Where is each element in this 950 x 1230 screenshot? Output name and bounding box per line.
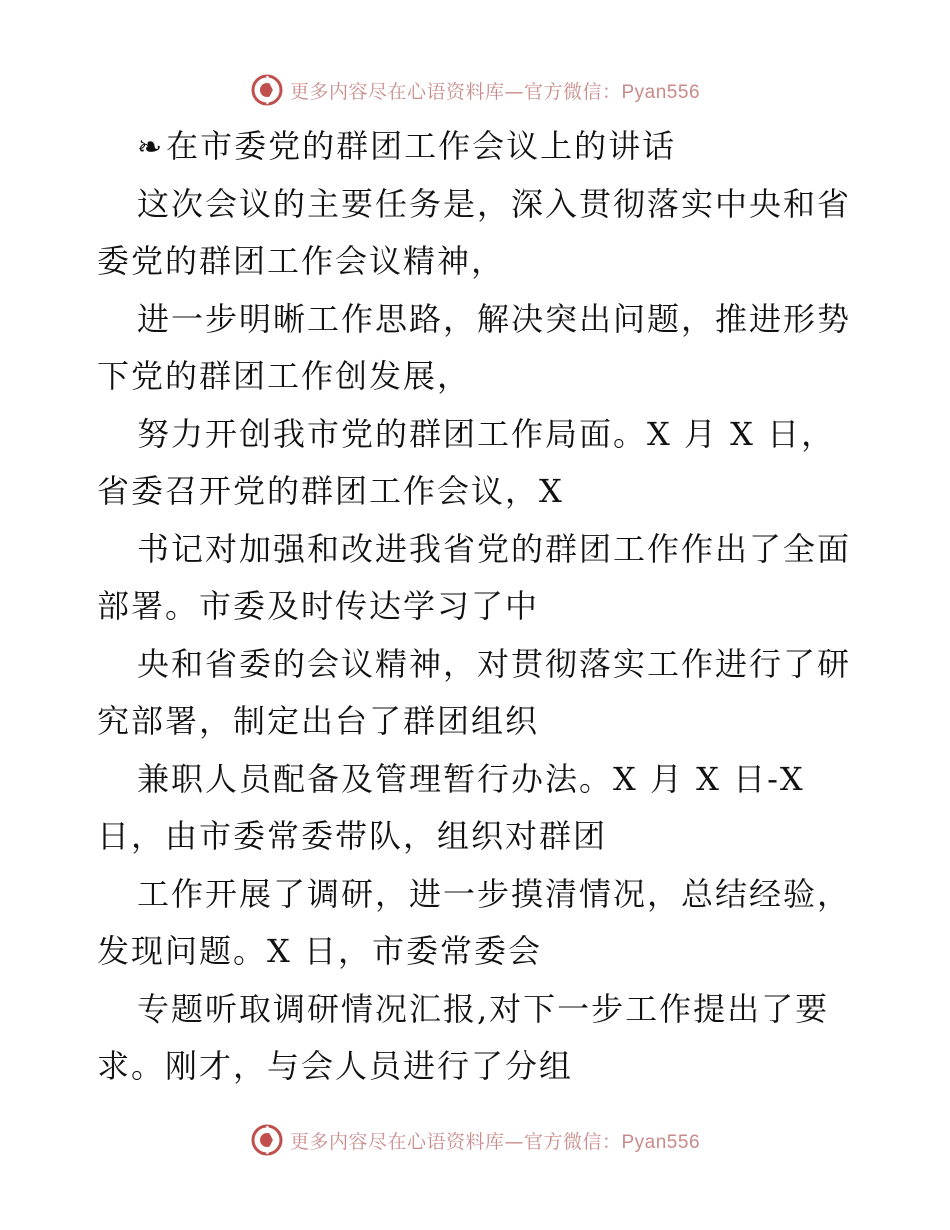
paragraph-line: 下党的群团工作创发展， (97, 357, 472, 395)
paragraph-line: 求。刚才，与会人员进行了分组 (97, 1047, 574, 1085)
watermark-text: 更多内容尽在心语资料库—官方微信：Pyan556 (289, 1130, 701, 1153)
paragraph-line: 发现问题。X 日，市委常委会 (97, 932, 542, 970)
paragraph-line: 工作开展了调研，进一步摸清情况，总结经验， (137, 874, 852, 913)
paragraph-line: 委党的群团工作会议精神， (97, 242, 506, 280)
watermark-text: 更多内容尽在心语资料库—官方微信：Pyan556 (289, 80, 701, 103)
paragraph-line: 兼职人员配备及管理暂行办法。X 月 X 日-X (137, 759, 805, 798)
paragraph-line: 努力开创我市党的群团工作局面。X 月 X 日， (137, 414, 836, 453)
ornament-icon: ❧ (137, 130, 165, 165)
watermark-logo-icon (250, 73, 284, 107)
paragraph-line: 省委召开党的群团工作会议，X (97, 472, 564, 510)
document-body (97, 118, 857, 1096)
paragraph-line: 专题听取调研情况汇报,对下一步工作提出了要 (137, 989, 830, 1028)
paragraph-line: 这次会议的主要任务是，深入贯彻落实中央和省 (137, 184, 852, 223)
paragraph-line: 究部署，制定出台了群团组织 (97, 702, 540, 740)
paragraph-line: 书记对加强和改进我省党的群团工作作出了全面 (137, 529, 852, 568)
footer-watermark (0, 1120, 950, 1160)
header-watermark (0, 70, 950, 110)
paragraph-line: 部署。市委及时传达学习了中 (97, 587, 540, 625)
paragraph-line: 日，由市委常委带队，组织对群团 (97, 817, 608, 855)
document-title: ❧在市委党的群团工作会议上的讲话 (97, 118, 857, 176)
paragraph-line: 进一步明晰工作思路，解决突出问题，推进形势 (137, 299, 852, 338)
paragraph-line: 央和省委的会议精神，对贯彻落实工作进行了研 (137, 644, 852, 683)
watermark-logo-icon (250, 1123, 284, 1157)
